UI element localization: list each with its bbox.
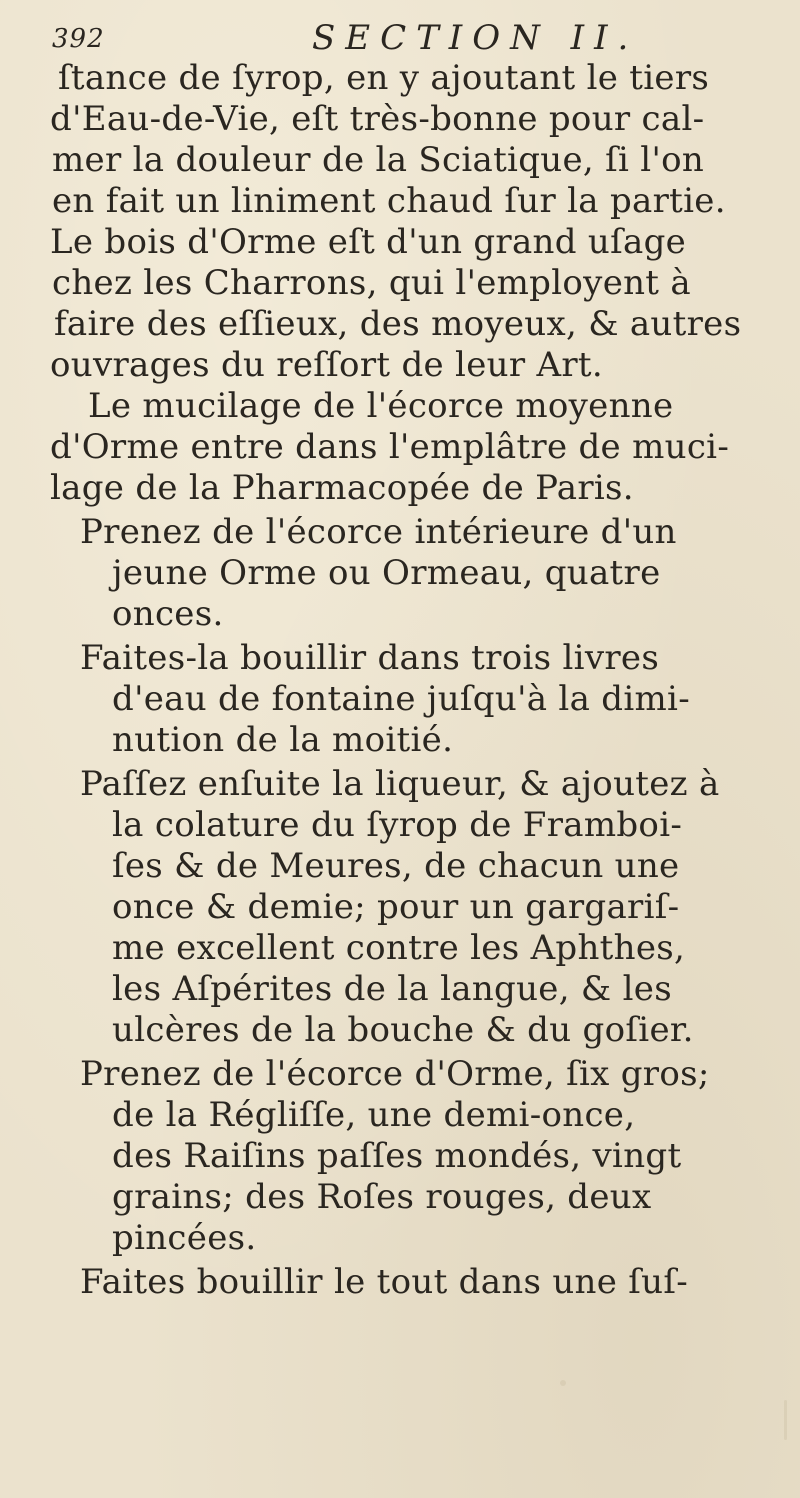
text-line: des Raiſins paſſes mondés, vingt [112,1136,682,1176]
text-line: pincées. [112,1218,257,1258]
text-line: nution de la moitié. [112,720,454,760]
text-line: d'eau de fontaine juſqu'à la dimi- [112,679,690,719]
text-line: les Aſpérites de la langue, & les [112,969,672,1009]
text-line: Prenez de l'écorce intérieure d'un [80,512,677,552]
text-line: lage de la Pharmacopée de Paris. [50,468,634,508]
text-line: grains; des Roſes rouges, deux [112,1177,652,1217]
text-line: ouvrages du reſſort de leur Art. [50,345,603,385]
paper-stain [784,1400,787,1440]
text-line: Faites-la bouillir dans trois livres [80,638,660,678]
text-line: onces. [112,594,224,634]
text-line: ulcères de la bouche & du goſier. [112,1010,694,1050]
text-line: Prenez de l'écorce d'Orme, ſix gros; [80,1054,710,1094]
text-line: Faites bouillir le tout dans une ſuſ- [80,1262,689,1302]
text-line: la colature du ſyrop de Framboi- [112,805,683,845]
text-line: Le bois d'Orme eſt d'un grand uſage [50,222,687,262]
page-number: 392 [52,24,105,54]
paper-stain [560,1380,566,1386]
text-line: en fait un liniment chaud ſur la partie. [52,181,726,221]
text-line: jeune Orme ou Ormeau, quatre [112,553,661,593]
text-line: d'Eau-de-Vie, eſt très-bonne pour cal- [50,99,705,139]
text-line: chez les Charrons, qui l'employent à [52,263,691,303]
text-line: d'Orme entre dans l'emplâtre de muci- [50,427,730,467]
text-line: mer la douleur de la Sciatique, ſi l'on [52,140,705,180]
running-head: SECTION II. [312,18,639,58]
text-line: Paſſez enſuite la liqueur, & ajoutez à [80,764,720,804]
text-line: once & demie; pour un gargariſ- [112,887,680,927]
text-line: ſes & de Meures, de chacun une [112,846,680,886]
text-line: Le mucilage de l'écorce moyenne [88,386,674,426]
text-line: ſtance de ſyrop, en y ajoutant le tiers [58,58,710,98]
text-line: faire des eſſieux, des moyeux, & autres [54,304,742,344]
text-line: me excellent contre les Aphthes, [112,928,686,968]
text-line: de la Régliſſe, une demi-once, [112,1095,636,1135]
